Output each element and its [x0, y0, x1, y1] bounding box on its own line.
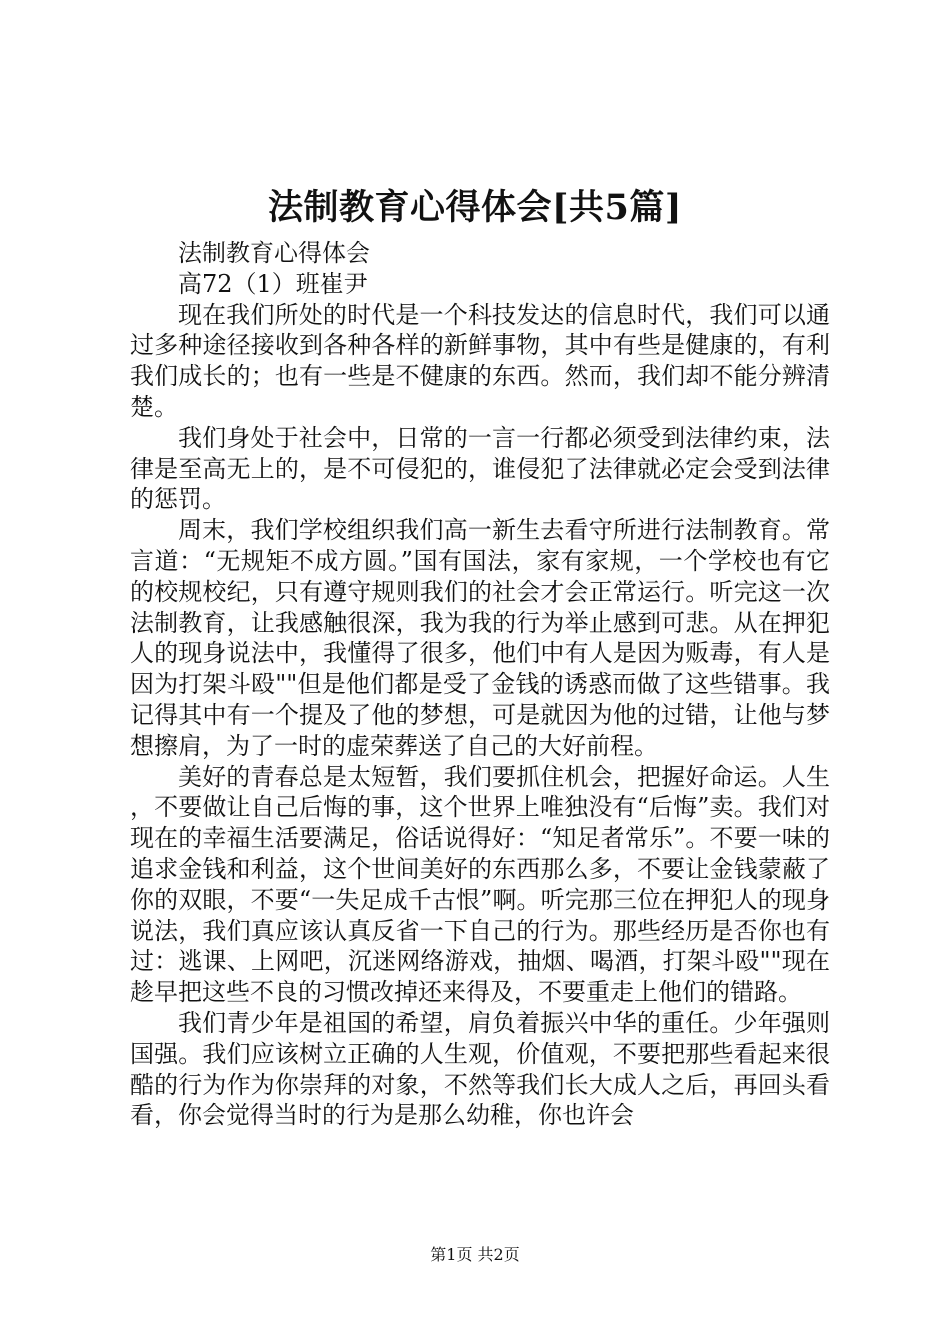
page-number-footer: 第1页 共2页	[430, 1245, 520, 1264]
body-paragraph: 周末，我们学校组织我们高一新生去看守所进行法制教育。常言道：“无规矩不成方圆。”国有国法，家有家规，一个学校也有它的校规校纪，只有遵守规则我们的社会才会正常运行。听完这一次法制教育，让我感触很深，我为我的行为举止感到可悲。从在押犯人的现身说法中，我懂得了很多，他们中有人是因为贩毒，有人是因为打架斗殴""但是他们都是受了金钱的诱惑而做了这些错事。我记得其中有一个提及了他的梦想，可是就因为他的过错，让他与梦想擦肩，为了一时的虚荣葬送了自己的大好前程。	[130, 516, 830, 760]
body-paragraph: 美好的青春总是太短暂，我们要抓住机会，把握好命运。人生，不要做让自己后悔的事，这个世界上唯独没有“后悔”卖。我们对现在的幸福生活要满足，俗话说得好：“知足者常乐”。不要一味的追求金钱和利益，这个世间美好的东西那么多，不要让金钱蒙蔽了你的双眼，不要“一失足成千古恨”啊。听完那三位在押犯人的现身说法，我们真应该认真反省一下自己的行为。那些经历是否你也有过：逃课、上网吧，沉迷网络游戏，抽烟、喝酒，打架斗殴""现在趁早把这些不良的习惯改掉还来得及，不要重走上他们的错路。	[130, 762, 830, 1007]
body-paragraph: 我们身处于社会中，日常的一言一行都必须受到法律约束，法律是至高无上的，是不可侵犯的，谁侵犯了法律就必定会受到法律的惩罚。	[130, 423, 830, 514]
document-body	[130, 238, 830, 1131]
body-paragraph: 我们青少年是祖国的希望，肩负着振兴中华的重任。少年强则国强。我们应该树立正确的人生观，价值观，不要把那些看起来很酷的行为作为你崇拜的对象，不然等我们长大成人之后，再回头看看，你会觉得当时的行为是那么幼稚，你也许会	[130, 1008, 830, 1130]
body-paragraph: 现在我们所处的时代是一个科技发达的信息时代，我们可以通过多种途径接收到各种各样的新鲜事物，其中有些是健康的，有利我们成长的；也有一些是不健康的东西。然而，我们却不能分辨清楚。	[130, 300, 830, 421]
document-title: 法制教育心得体会[共5篇]	[268, 187, 682, 228]
author-paragraph: 高72（1）班崔尹	[178, 269, 368, 298]
subtitle-paragraph: 法制教育心得体会	[178, 239, 370, 267]
